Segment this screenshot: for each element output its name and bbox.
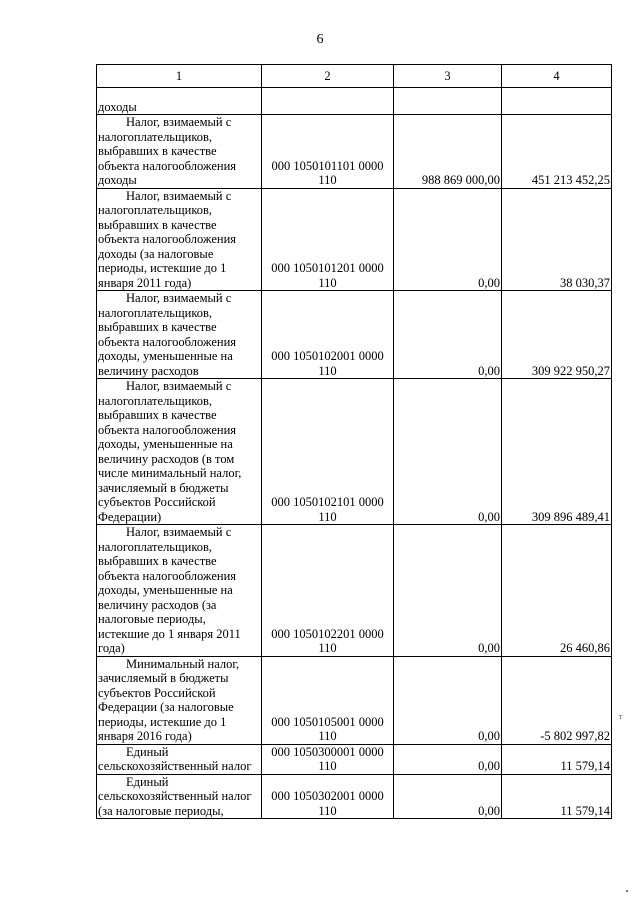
income-name-first-line: Единый — [126, 744, 169, 759]
income-name-text: налогоплательщиков, выбравших в качестве объекта налогообложения доходы, уменьшенные на величину расходов (за налоговые периоды, истекшие до 1 января 2011 года) — [98, 539, 241, 655]
planned-amount-cell: 0,00 — [394, 379, 502, 525]
actual-amount-cell: 38 030,37 — [502, 188, 612, 291]
scan-dot — [626, 890, 628, 892]
table-row — [97, 774, 612, 819]
income-name-cell — [97, 188, 262, 291]
column-header-3: 3 — [394, 65, 502, 88]
table-body — [97, 88, 612, 819]
budget-code-line1: 000 1050102001 0000 — [271, 349, 384, 363]
actual-amount-cell: 11 579,14 — [502, 744, 612, 774]
income-name-cell — [97, 774, 262, 819]
column-header-2: 2 — [262, 65, 394, 88]
income-name-text: налогоплательщиков, выбравших в качестве объекта налогообложения доходы (за налоговые периоды, истекшие до 1 января 2011 года) — [98, 203, 237, 290]
income-name-first-line: Налог, взимаемый с — [126, 115, 232, 129]
table-row — [97, 88, 612, 115]
income-name-cell — [97, 88, 262, 115]
budget-code-cell — [262, 656, 394, 744]
income-name-cell — [97, 525, 262, 657]
actual-amount-cell: 451 213 452,25 — [502, 115, 612, 189]
income-name-text: доходы — [98, 99, 137, 114]
budget-code-cell — [262, 774, 394, 819]
budget-code-cell — [262, 115, 394, 189]
table-row — [97, 744, 612, 774]
budget-code-line1: 000 1050102201 0000 — [271, 626, 384, 641]
actual-amount-cell — [502, 88, 612, 115]
table-row — [97, 291, 612, 379]
planned-amount-cell: 0,00 — [394, 656, 502, 744]
actual-amount-cell: -5 802 997,82 — [502, 656, 612, 744]
page-number: 6 — [316, 32, 324, 47]
budget-code-line2: 110 — [318, 363, 337, 378]
margin-mark: т — [619, 712, 623, 721]
income-name-text: налогоплательщиков, выбравших в качестве объекта налогообложения доходы, уменьшенные на величину расходов — [98, 305, 237, 378]
planned-amount-cell: 0,00 — [394, 188, 502, 291]
income-name-first-line: Налог, взимаемый с — [126, 379, 232, 393]
column-header-4: 4 — [502, 65, 612, 88]
budget-code-cell — [262, 291, 394, 379]
budget-code-line1: 000 1050101101 0000 — [271, 158, 384, 173]
income-name-first-line: Налог, взимаемый с — [126, 291, 232, 305]
table-row — [97, 656, 612, 744]
actual-amount-cell: 309 896 489,41 — [502, 379, 612, 525]
table-header-row — [97, 65, 612, 88]
budget-code-line1: 000 1050300001 0000 — [271, 744, 384, 759]
income-name-text: сельскохозяйственный налог (за налоговые периоды, — [98, 789, 252, 818]
planned-amount-cell: 0,00 — [394, 291, 502, 379]
budget-code-line2: 110 — [318, 803, 337, 818]
income-name-text: налогоплательщиков, выбравших в качестве объекта налогообложения доходы — [98, 129, 237, 187]
planned-amount-cell: 0,00 — [394, 525, 502, 657]
budget-code-line1: 000 1050102101 0000 — [271, 495, 384, 509]
table-row — [97, 188, 612, 291]
table-row — [97, 525, 612, 657]
planned-amount-cell: 0,00 — [394, 744, 502, 774]
income-name-text: сельскохозяйственный налог — [98, 759, 252, 773]
budget-code-line2: 110 — [318, 729, 337, 743]
budget-code-line2: 110 — [318, 759, 337, 773]
planned-amount-cell: 988 869 000,00 — [394, 115, 502, 189]
actual-amount-cell: 26 460,86 — [502, 525, 612, 657]
income-name-cell — [97, 379, 262, 525]
budget-code-cell — [262, 188, 394, 291]
actual-amount-cell: 309 922 950,27 — [502, 291, 612, 379]
income-name-cell — [97, 744, 262, 774]
budget-code-cell — [262, 379, 394, 525]
budget-code-line2: 110 — [318, 173, 337, 187]
budget-code-cell — [262, 88, 394, 115]
actual-amount-cell: 11 579,14 — [502, 774, 612, 819]
budget-code-line2: 110 — [318, 275, 337, 290]
column-header-1: 1 — [97, 65, 262, 88]
budget-code-cell — [262, 525, 394, 657]
planned-amount-cell — [394, 88, 502, 115]
income-name-cell — [97, 656, 262, 744]
budget-code-line2: 110 — [318, 641, 337, 655]
income-name-first-line: Налог, взимаемый с — [126, 188, 232, 203]
budget-code-line1: 000 1050302001 0000 — [271, 789, 384, 803]
income-name-first-line: Налог, взимаемый с — [126, 525, 232, 539]
income-name-text: зачисляемый в бюджеты субъектов Российской Федерации (за налоговые периоды, истекшие до 1 января 2016 года) — [98, 671, 234, 743]
budget-table — [96, 64, 612, 819]
table-row — [97, 379, 612, 525]
budget-code-line1: 000 1050105001 0000 — [271, 714, 384, 729]
budget-code-cell — [262, 744, 394, 774]
budget-code-line2: 110 — [318, 509, 337, 524]
income-name-first-line: Минимальный налог, — [126, 656, 240, 671]
planned-amount-cell: 0,00 — [394, 774, 502, 819]
income-name-text: налогоплательщиков, выбравших в качестве объекта налогообложения доходы, уменьшенные на величину расходов (в том числе минимальный налог, зачисляемый в бюджеты субъектов Российской Федерации) — [98, 393, 242, 524]
income-name-first-line: Единый — [126, 774, 169, 789]
income-name-cell — [97, 291, 262, 379]
budget-code-line1: 000 1050101201 0000 — [271, 261, 384, 275]
income-name-cell — [97, 115, 262, 189]
table-row — [97, 115, 612, 189]
